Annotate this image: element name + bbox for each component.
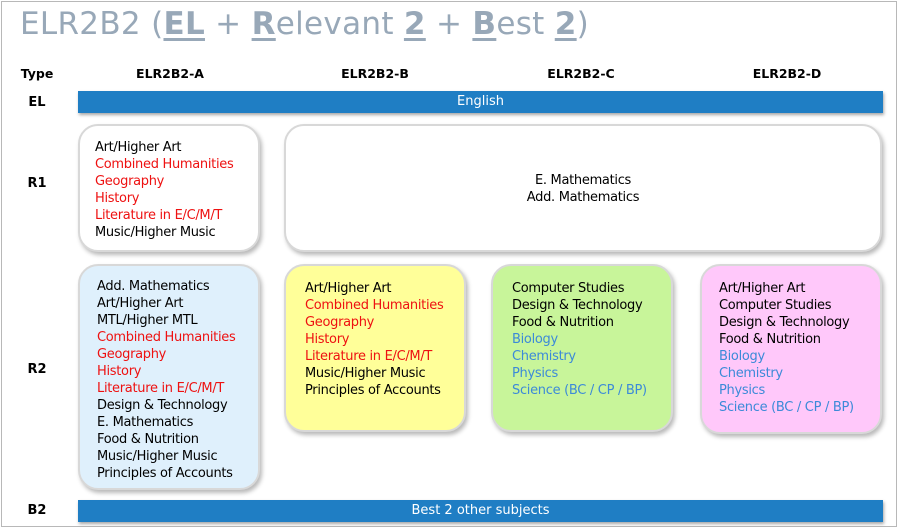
title-rest-relevant: elevant [275, 6, 404, 42]
subject-item: Chemistry [512, 349, 576, 364]
row-label-r1: R1 [27, 176, 47, 191]
subject-item: Computer Studies [512, 281, 625, 296]
title-suffix: ) [576, 6, 590, 42]
subject-item: Principles of Accounts [305, 383, 441, 398]
column-header-c: ELR2B2-C [547, 66, 615, 81]
subject-item: Food & Nutrition [719, 332, 821, 347]
subject-item: MTL/Higher MTL [97, 313, 198, 328]
title-key-el: EL [163, 6, 205, 42]
title-prefix: ELR2B2 ( [20, 6, 164, 42]
subject-item: Design & Technology [719, 315, 850, 330]
subject-item: Literature in E/C/M/T [97, 381, 225, 396]
r2-box-d [700, 264, 882, 434]
subject-item: Food & Nutrition [97, 432, 199, 447]
subject-item: Geography [305, 315, 375, 330]
title-sep: + [205, 6, 252, 42]
r1-a-list [95, 139, 233, 241]
r2-a-list [97, 278, 235, 482]
subject-item: Geography [95, 174, 165, 189]
subject-item: Music/Higher Music [95, 225, 216, 240]
subject-item: Design & Technology [97, 398, 228, 413]
r1-box-a [78, 124, 260, 252]
subject-item: Design & Technology [512, 298, 643, 313]
title-key-2b: 2 [554, 6, 577, 42]
el-bar-english: English [78, 91, 883, 113]
title-sep: + [425, 6, 473, 42]
subject-item: E. Mathematics [534, 173, 632, 188]
subject-item: Science (BC / CP / BP) [719, 400, 854, 415]
r2-box-b [284, 264, 466, 432]
slide-title [20, 6, 589, 42]
subject-item: Art/Higher Art [719, 281, 806, 296]
column-header-b: ELR2B2-B [341, 66, 409, 81]
title-key-r: R [251, 6, 276, 42]
header-type-label: Type [20, 66, 54, 81]
subject-item: Chemistry [719, 366, 783, 381]
subject-item: Combined Humanities [305, 298, 444, 313]
r2-c-list [512, 280, 647, 399]
subject-item: Combined Humanities [97, 330, 236, 345]
r2-box-a [78, 264, 260, 490]
subject-item: E. Mathematics [97, 415, 194, 430]
subject-item: Food & Nutrition [512, 315, 614, 330]
subject-item: Add. Mathematics [97, 279, 210, 294]
subject-item: Art/Higher Art [97, 296, 184, 311]
title-rest-best: est [496, 6, 555, 42]
subject-item: Geography [97, 347, 167, 362]
subject-item: Art/Higher Art [95, 140, 182, 155]
row-label-r2: R2 [27, 362, 47, 377]
subject-item: Music/Higher Music [305, 366, 426, 381]
r1-bcd-list [286, 172, 880, 206]
column-header-d: ELR2B2-D [752, 66, 822, 81]
subject-item: Biology [512, 332, 558, 347]
subject-item: Literature in E/C/M/T [95, 208, 223, 223]
subject-item: History [95, 191, 140, 206]
subject-item: History [305, 332, 350, 347]
r2-d-list [719, 280, 854, 416]
row-label-el: EL [28, 95, 46, 110]
r1-box-bcd [284, 124, 882, 252]
subject-item: Physics [512, 366, 558, 381]
subject-item: Literature in E/C/M/T [305, 349, 433, 364]
subject-item: Physics [719, 383, 765, 398]
column-header-a: ELR2B2-A [136, 66, 204, 81]
subject-item: Computer Studies [719, 298, 832, 313]
title-key-b: B [472, 6, 497, 42]
subject-item: History [97, 364, 142, 379]
r2-box-c [491, 264, 673, 432]
b2-bar-best-two: Best 2 other subjects [78, 500, 883, 522]
subject-item: Science (BC / CP / BP) [512, 383, 647, 398]
row-label-b2: B2 [27, 503, 47, 518]
subject-item: Add. Mathematics [526, 190, 640, 205]
subject-item: Principles of Accounts [97, 466, 233, 481]
r2-b-list [305, 280, 443, 399]
subject-item: Art/Higher Art [305, 281, 392, 296]
subject-item: Music/Higher Music [97, 449, 218, 464]
title-key-2a: 2 [403, 6, 426, 42]
subject-item: Combined Humanities [95, 157, 234, 172]
subject-item: Biology [719, 349, 765, 364]
